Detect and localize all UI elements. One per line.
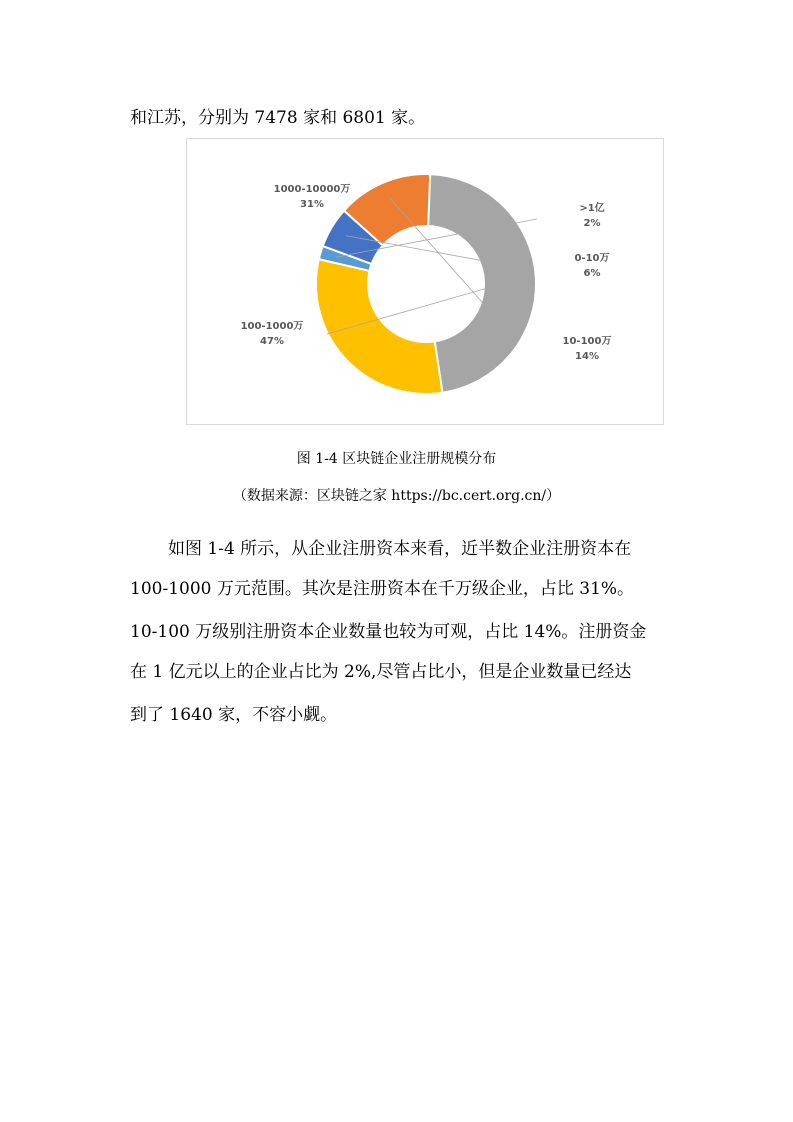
paragraph-line-3: 10-100 万级别注册资本企业数量也较为可观，占比 14%。注册资金 [130, 622, 647, 642]
slice-label-3: 100-1000万 [240, 321, 304, 332]
slice-percent-4: 31% [300, 199, 324, 210]
slice-percent-3: 47% [260, 336, 284, 347]
paragraph-line-2: 100-1000 万元范围。其次是注册资本在千万级企业，占比 31%。 [130, 579, 635, 599]
slice-percent-2: 14% [575, 351, 599, 362]
chart-slice-3 [428, 174, 536, 393]
figure-caption: 图 1-4 区块链企业注册规模分布 [296, 451, 497, 467]
paragraph-line-5: 到了 1640 家，不容小觑。 [130, 705, 338, 725]
doughnut-chart [186, 138, 664, 425]
chart-slice-4 [316, 259, 442, 394]
paragraph-line-4: 在 1 亿元以上的企业占比为 2%,尽管占比小，但是企业数量已经达 [130, 662, 632, 682]
intro-text: 和江苏，分别为 7478 家和 6801 家。 [130, 108, 426, 128]
slice-label-2: 10-100万 [562, 336, 612, 347]
slice-label-4: 1000-10000万 [273, 184, 351, 195]
data-source: （数据来源：区块链之家 https://bc.cert.org.cn/） [232, 488, 561, 504]
slice-percent-1: 6% [583, 268, 601, 279]
slice-percent-0: 2% [583, 218, 601, 229]
paragraph-line-1: 如图 1-4 所示，从企业注册资本来看，近半数企业注册资本在 [168, 539, 632, 559]
chart-canvas [187, 139, 665, 426]
slice-label-1: 0-10万 [574, 253, 610, 264]
slice-label-0: >1亿 [579, 203, 605, 214]
